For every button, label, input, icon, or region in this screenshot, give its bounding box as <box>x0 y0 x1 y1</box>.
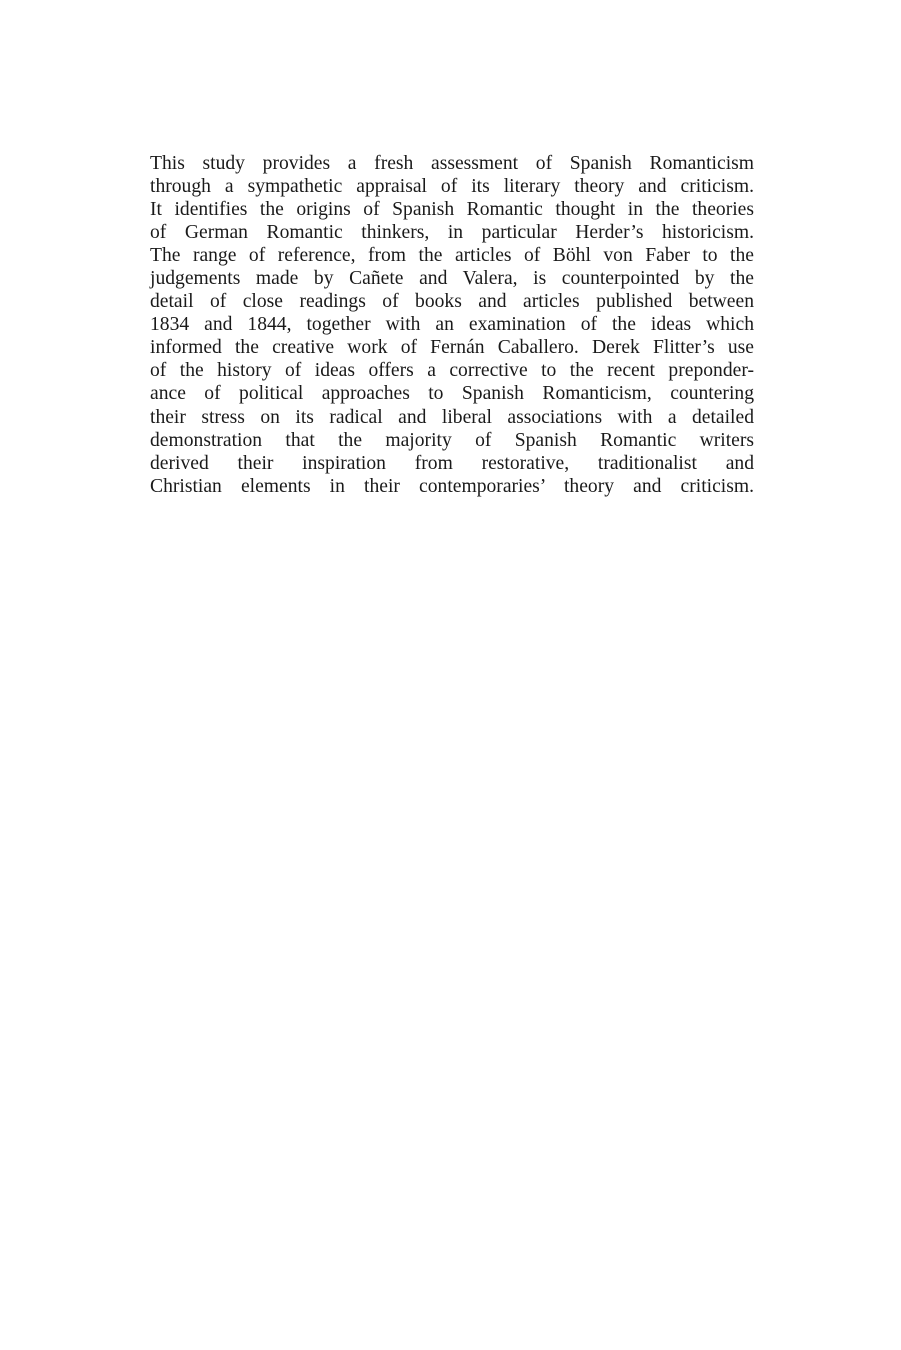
blurb-line: through a sympathetic appraisal of its literary theory and criticism. <box>150 176 754 198</box>
blurb-line: The range of reference, from the articles of Böhl von Faber to the <box>150 245 754 267</box>
blurb-line: judgements made by Cañete and Valera, is counterpointed by the <box>150 268 754 290</box>
blurb-paragraph <box>150 152 754 498</box>
blurb-line: ance of political approaches to Spanish Romanticism, countering <box>150 383 754 405</box>
blurb-line: demonstration that the majority of Spanish Romantic writers <box>150 429 754 451</box>
blurb-line: derived their inspiration from restorative, traditionalist and <box>150 452 754 474</box>
blurb-line: Christian elements in their contemporaries’ theory and criticism. <box>150 475 754 497</box>
blurb-line: of the history of ideas offers a corrective to the recent preponder- <box>150 360 754 382</box>
blurb-line: detail of close readings of books and articles published between <box>150 291 754 313</box>
blurb-line: It identifies the origins of Spanish Romantic thought in the theories <box>150 199 754 221</box>
blurb-line: informed the creative work of Fernán Caballero. Derek Flitter’s use <box>150 337 754 359</box>
blurb-line: their stress on its radical and liberal associations with a detailed <box>150 406 754 428</box>
blurb-line: 1834 and 1844, together with an examination of the ideas which <box>150 314 754 336</box>
blurb-line: of German Romantic thinkers, in particular Herder’s historicism. <box>150 222 754 244</box>
blurb-line: This study provides a fresh assessment of Spanish Romanticism <box>150 153 754 174</box>
